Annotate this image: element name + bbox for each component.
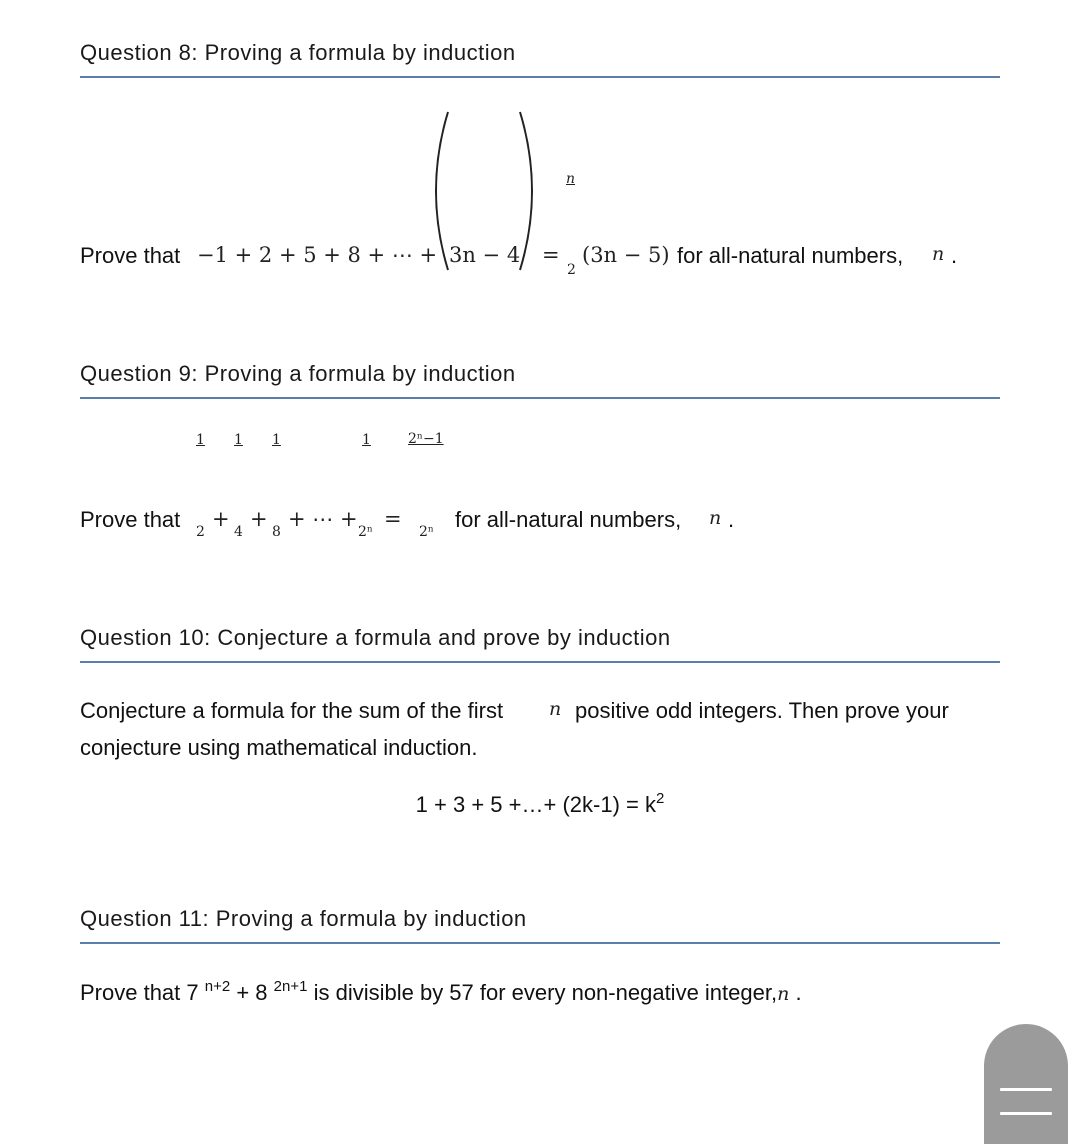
q10-var-n: n <box>549 698 562 720</box>
q8-factor: (3n − 5) <box>582 243 670 267</box>
q9-op-1: + <box>212 507 230 531</box>
q11-exponent-1: n+2 <box>204 978 231 995</box>
q9-op-3: + ⋯ + <box>288 507 358 531</box>
q9-period: . <box>728 507 735 532</box>
q9-den-rhs: 2ⁿ <box>419 524 434 540</box>
hamburger-icon <box>1000 1088 1052 1091</box>
q11-statement <box>80 980 802 1006</box>
hamburger-icon-line <box>1000 1112 1052 1115</box>
q9-prefix: Prove that <box>80 507 181 532</box>
q9-num-rhs: 2ⁿ−1 <box>408 431 444 447</box>
q9-num-3: 1 <box>272 432 281 448</box>
q10-divider <box>80 661 1000 663</box>
q10-line1-start: Conjecture a formula for the sum of the first <box>80 698 504 723</box>
q9-equals: = <box>384 507 402 531</box>
q8-heading: Question 8: Proving a formula by induction <box>80 40 516 65</box>
q9-den-4: 2ⁿ <box>358 524 373 540</box>
scroll-menu-tab[interactable] <box>984 1024 1068 1144</box>
q11-text-b: + 8 <box>236 980 268 1005</box>
q8-paren-term: 3n − 4 <box>449 243 521 267</box>
q10-formula-exponent: 2 <box>655 790 665 807</box>
q8-frac-denominator: 2 <box>567 262 576 278</box>
q10-formula-base: 1 + 3 + 5 +…+ (2k-1) = k <box>415 792 656 817</box>
q8-suffix: for all-natural numbers, <box>677 243 904 268</box>
q9-num-4: 1 <box>362 432 371 448</box>
q9-den-2: 4 <box>234 524 243 540</box>
q8-divider <box>80 76 1000 78</box>
q11-text-a: Prove that 7 <box>80 980 199 1005</box>
q11-divider <box>80 942 1000 944</box>
q8-frac-numerator: n <box>566 171 576 187</box>
q11-exponent-2: 2n+1 <box>273 978 308 995</box>
q11-var-n: n <box>777 983 790 1005</box>
q8-equals: = <box>542 243 560 267</box>
q8-var-n: n <box>932 243 945 265</box>
q9-den-3: 8 <box>272 524 281 540</box>
q8-period: . <box>951 243 958 268</box>
q11-heading: Question 11: Proving a formula by induction <box>80 906 527 931</box>
q9-var-n: n <box>709 507 722 529</box>
q8-series: −1 + 2 + 5 + 8 + ⋯ + <box>197 243 438 267</box>
q10-line1-end: positive odd integers. Then prove your <box>575 698 949 723</box>
q10-line2: conjecture using mathematical induction. <box>80 735 478 760</box>
q9-heading: Question 9: Proving a formula by induction <box>80 361 516 386</box>
q11-text-c: is divisible by 57 for every non-negative integer, <box>313 980 778 1005</box>
q11-period: . <box>795 980 802 1005</box>
q9-num-1: 1 <box>196 432 205 448</box>
q9-op-2: + <box>250 507 268 531</box>
q10-formula <box>0 792 1080 818</box>
q9-den-1: 2 <box>196 524 205 540</box>
q8-prefix: Prove that <box>80 243 181 268</box>
q8-left-paren <box>436 112 448 270</box>
q10-heading: Question 10: Conjecture a formula and prove by induction <box>80 625 671 650</box>
q9-num-2: 1 <box>234 432 243 448</box>
q9-suffix: for all-natural numbers, <box>455 507 682 532</box>
q9-divider <box>80 397 1000 399</box>
q8-right-paren <box>520 112 532 270</box>
